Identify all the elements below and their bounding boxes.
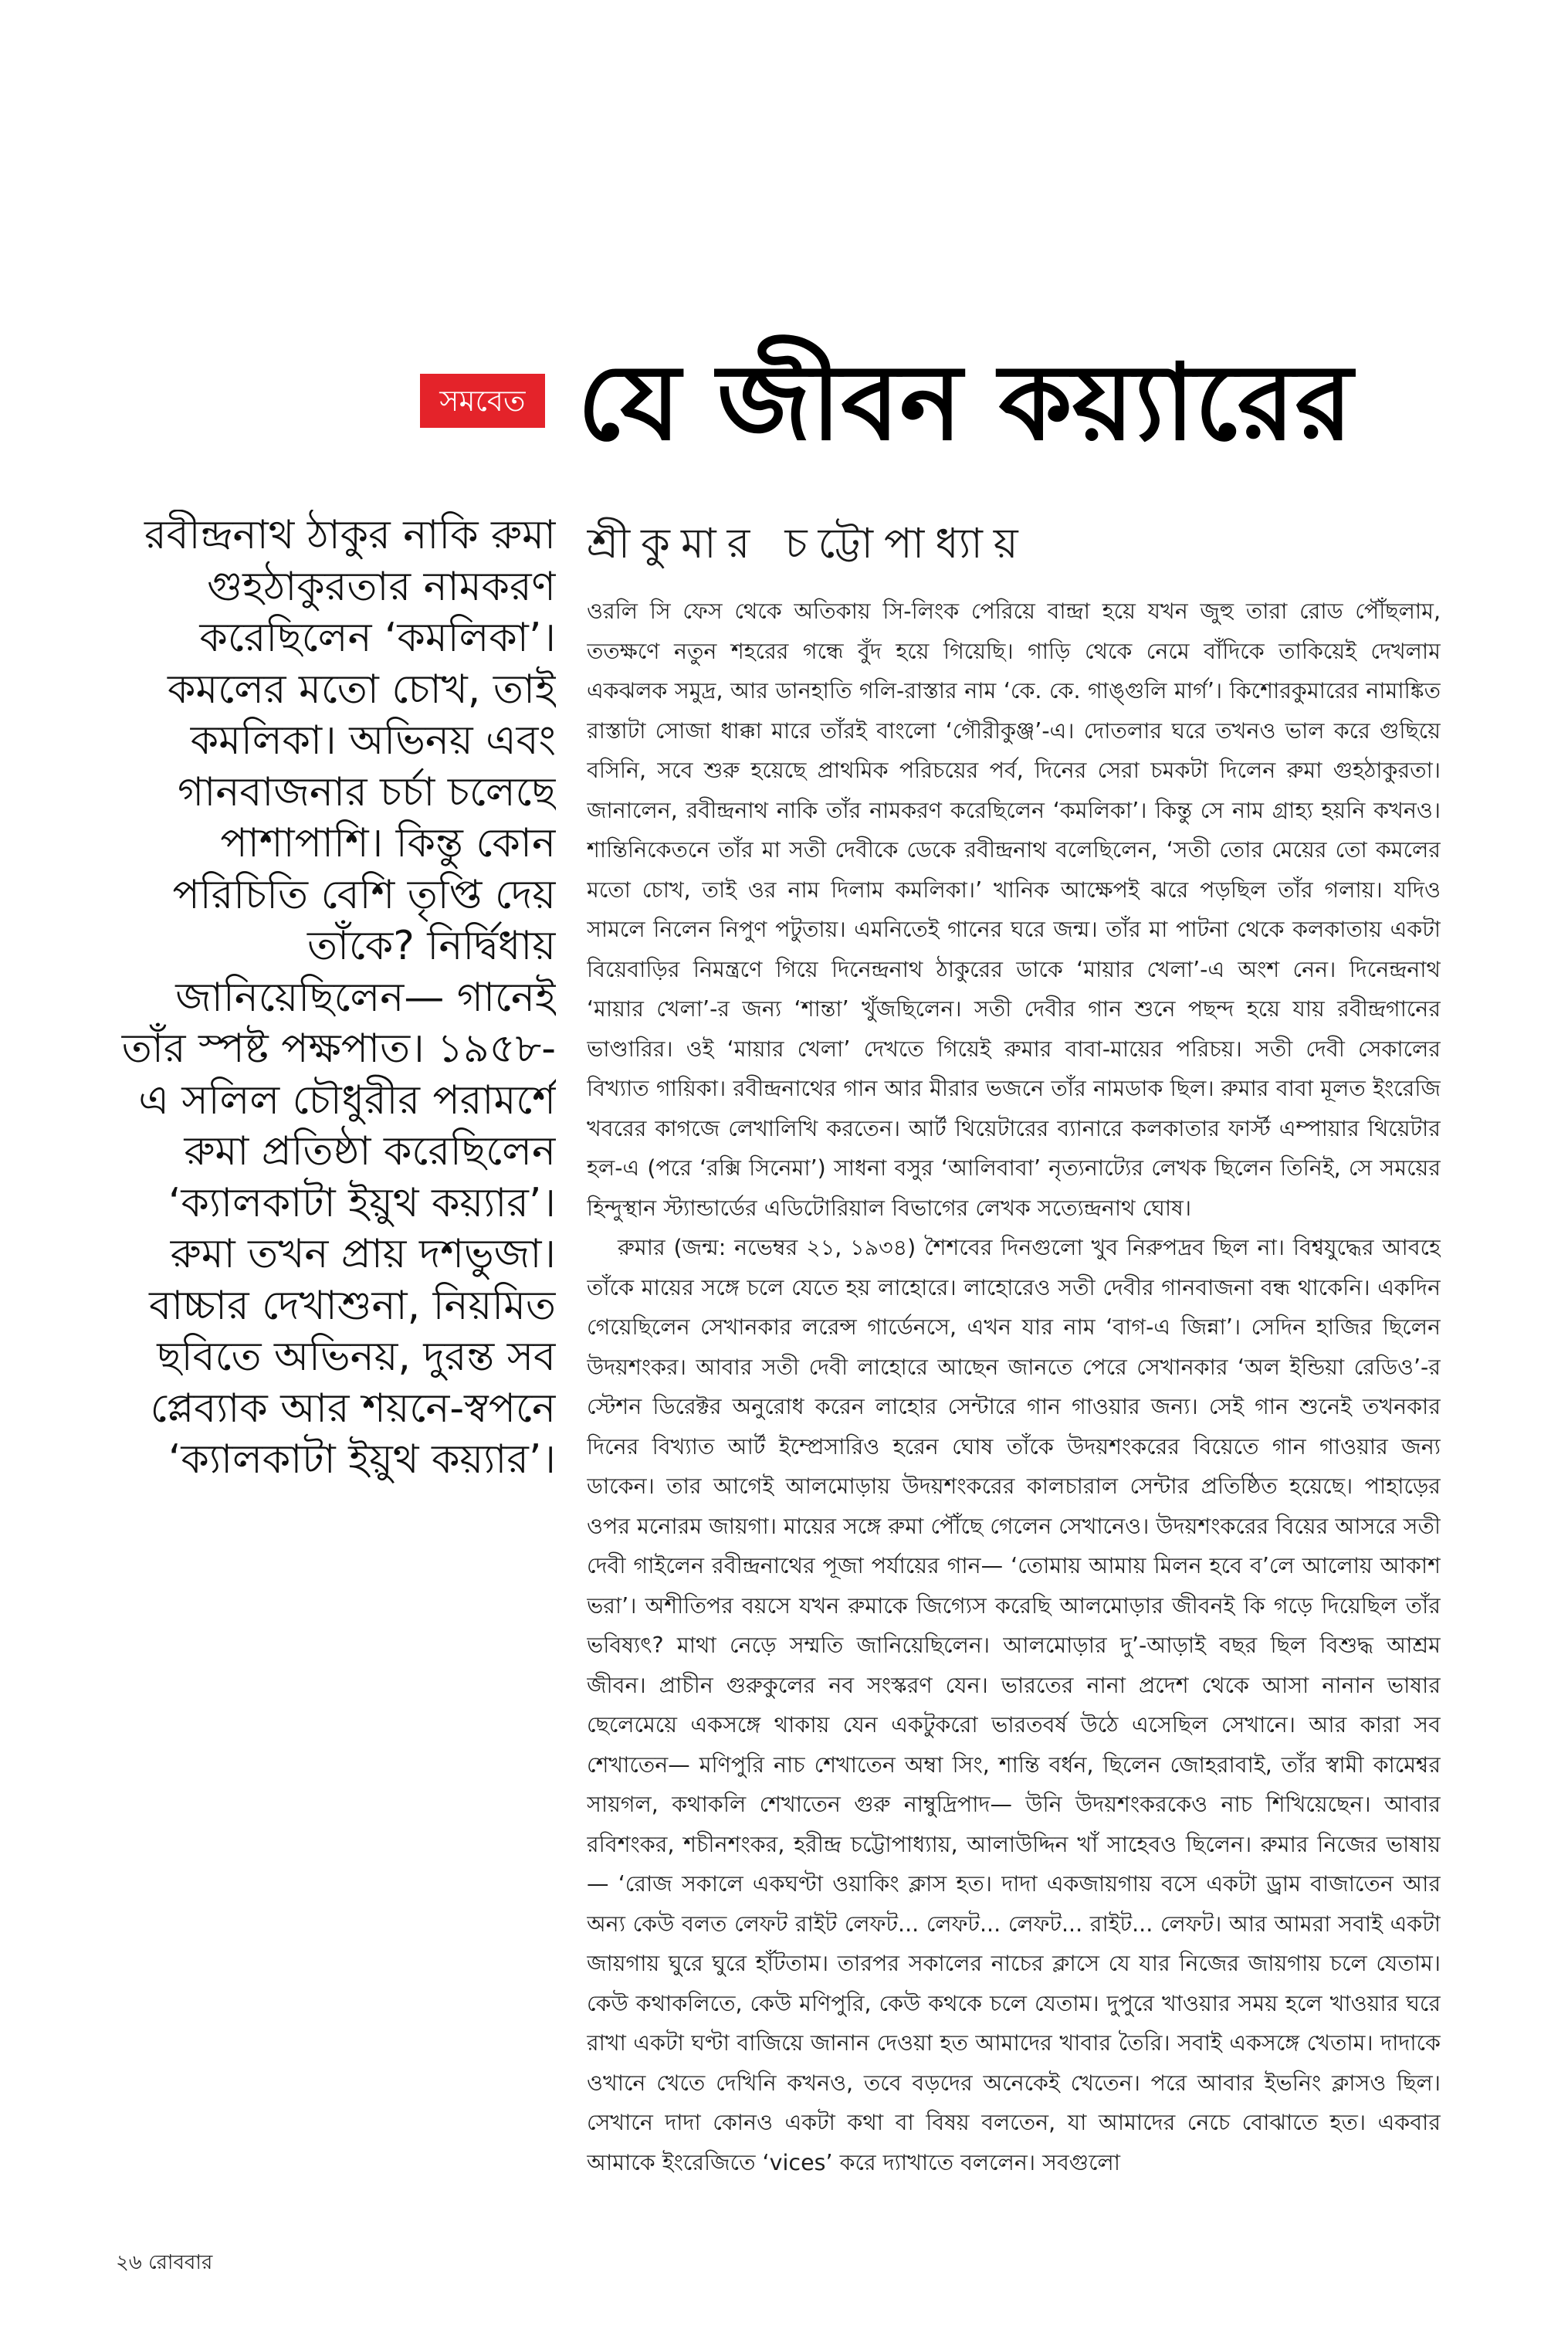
article-body <box>587 592 1441 2187</box>
pull-quote: রবীন্দ্রনাথ ঠাকুর নাকি রুমা গুহঠাকুরতার নামকরণ করেছিলেন ‘কমলিকা’। কমলের মতো চোখ, তাই কমলিকা। অভিনয় এবং গানবাজনার চর্চা চলেছে পাশাপাশি। কিন্তু কোন পরিচিতি বেশি তৃপ্তি দেয় তাঁকে? নির্দ্বিধায় জানিয়েছিলেন— গানেই তাঁর স্পষ্ট পক্ষপাত। ১৯৫৮-এ সলিল চৌধুরীর পরামর্শে রুমা প্রতিষ্ঠা করেছিলেন ‘ক্যালকাটা ইয়ুথ কয়্যার’। রুমা তখন প্রায় দশভুজা। বাচ্চার দেখাশুনা, নিয়মিত ছবিতে অভিনয়, দুরন্ত সব প্লেব্যাক আর শয়নে-স্বপনে ‘ক্যালকাটা ইয়ুথ কয়্যার’। <box>121 512 556 1483</box>
headline: যে জীবন কয়্যারের <box>577 342 1353 464</box>
body-paragraph-1: ওরলি সি ফেস থেকে অতিকায় সি-লিংক পেরিয়ে বান্দ্রা হয়ে যখন জুহু তারা রোড পৌঁছলাম, ততক্ষণে নতুন শহরের গন্ধে বুঁদ হয়ে গিয়েছি। গাড়ি থেকে নেমে বাঁদিকে তাকিয়েই দেখলাম একঝলক সমুদ্র, আর ডানহাতি গলি-রাস্তার নাম ‘কে. কে. গাঙ্গুলি মার্গ’। কিশোরকুমারের নামাঙ্কিত রাস্তাটা সোজা ধাক্কা মারে তাঁরই বাংলো ‘গৌরীকুঞ্জ’-এ। দোতলার ঘরে তখনও ভাল করে গুছিয়ে বসিনি, সবে শুরু হয়েছে প্রাথমিক পরিচয়ের পর্ব, দিনের সেরা চমকটা দিলেন রুমা গুহঠাকুরতা। জানালেন, রবীন্দ্রনাথ নাকি তাঁর নামকরণ করেছিলেন ‘কমলিকা’। কিন্তু সে নাম গ্রাহ্য হয়নি কখনও। শান্তিনিকেতনে তাঁর মা সতী দেবীকে ডেকে রবীন্দ্রনাথ বলেছিলেন, ‘সতী তোর মেয়ের তো কমলের মতো চোখ, তাই ওর নাম দিলাম কমলিকা।’ খানিক আক্ষেপই ঝরে পড়ছিল তাঁর গলায়। যদিও সামলে নিলেন নিপুণ পটুতায়। এমনিতেই গানের ঘরে জন্ম। তাঁর মা পাটনা থেকে কলকাতায় একটা বিয়েবাড়ির নিমন্ত্রণে গিয়ে দিনেন্দ্রনাথ ঠাকুরের ডাকে ‘মায়ার খেলা’-এ অংশ নেন। দিনেন্দ্রনাথ ‘মায়ার খেলা’-র জন্য ‘শান্তা’ খুঁজছিলেন। সতী দেবীর গান শুনে পছন্দ হয়ে যায় রবীন্দ্রগানের ভাণ্ডারির। ওই ‘মায়ার খেলা’ দেখতে গিয়েই রুমার বাবা-মায়ের পরিচয়। সতী দেবী সেকালের বিখ্যাত গায়িকা। রবীন্দ্রনাথের গান আর মীরার ভজনে তাঁর নামডাক ছিল। রুমার বাবা মূলত ইংরেজি খবরের কাগজে লেখালিখি করতেন। আর্ট থিয়েটারের ব্যানারে কলকাতার ফার্স্ট এম্পায়ার থিয়েটার হল-এ (পরে ‘রক্সি সিনেমা’) সাধনা বসুর ‘আলিবাবা’ নৃত্যনাট্যের লেখক ছিলেন তিনিই, সে সময়ের হিন্দুস্থান স্ট্যান্ডার্ডের এডিটোরিয়াল বিভাগের লেখক সত্যেন্দ্রনাথ ঘোষ। <box>587 598 1441 1221</box>
byline: শ্রীকুমার চট্টোপাধ্যায় <box>587 519 1029 568</box>
body-paragraph-2: রুমার (জন্ম: নভেম্বর ২১, ১৯৩৪) শৈশবের দিনগুলো খুব নিরুপদ্রব ছিল না। বিশ্বযুদ্ধের আবহে তাঁকে মায়ের সঙ্গে চলে যেতে হয় লাহোরে। লাহোরেও সতী দেবীর গানবাজনা বন্ধ থাকেনি। একদিন গেয়েছিলেন সেখানকার লরেন্স গার্ডেনসে, এখন যার নাম ‘বাগ-এ জিন্না’। সেদিন হাজির ছিলেন উদয়শংকর। আবার সতী দেবী লাহোরে আছেন জানতে পেরে সেখানকার ‘অল ইন্ডিয়া রেডিও’-র স্টেশন ডিরেক্টর অনুরোধ করেন লাহোর সেন্টারে গান গাওয়ার জন্য। সেই গান শুনেই তখনকার দিনের বিখ্যাত আর্ট ইম্প্রেসারিও হরেন ঘোষ তাঁকে উদয়শংকরের বিয়েতে গান গাওয়ার জন্য ডাকেন। তার আগেই আলমোড়ায় উদয়শংকরের কালচারাল সেন্টার প্রতিষ্ঠিত হয়েছে। পাহাড়ের ওপর মনোরম জায়গা। মায়ের সঙ্গে রুমা পৌঁছে গেলেন সেখানেও। উদয়শংকরের বিয়ের আসরে সতী দেবী গাইলেন রবীন্দ্রনাথের পূজা পর্যায়ের গান— ‘তোমায় আমায় মিলন হবে ব’লে আলোয় আকাশ ভরা’। অশীতিপর বয়সে যখন রুমাকে জিগ্যেস করেছি আলমোড়ার জীবনই কি গড়ে দিয়েছিল তাঁর ভবিষ্যৎ? মাথা নেড়ে সম্মতি জানিয়েছিলেন। আলমোড়ার দু’-আড়াই বছর ছিল বিশুদ্ধ আশ্রম জীবন। প্রাচীন গুরুকুলের নব সংস্করণ যেন। ভারতের নানা প্রদেশ থেকে আসা নানান ভাষার ছেলেমেয়ে একসঙ্গে থাকায় যেন একটুকরো ভারতবর্ষ উঠে এসেছিল সেখানে। আর কারা সব শেখাতেন— মণিপুরি নাচ শেখাতেন অম্বা সিং, শান্তি বর্ধন, ছিলেন জোহরাবাই, তাঁর স্বামী কামেশ্বর সায়গল, কথাকলি শেখাতেন গুরু নাম্বুদ্রিপাদ— উনি উদয়শংকরকেও নাচ শিখিয়েছেন। আবার রবিশংকর, শচীনশংকর, হরীন্দ্র চট্টোপাধ্যায়, আলাউদ্দিন খাঁ সাহেবও ছিলেন। রুমার নিজের ভাষায়— ‘রোজ সকালে একঘণ্টা ওয়াকিং ক্লাস হত। দাদা একজায়গায় বসে একটা ড্রাম বাজাতেন আর অন্য কেউ বলত লেফট রাইট লেফট... লেফট... লেফট... রাইট... লেফট। আর আমরা সবাই একটা জায়গায় ঘুরে ঘুরে হাঁটতাম। তারপর সকালের নাচের ক্লাসে যে যার নিজের জায়গায় চলে যেতাম। কেউ কথাকলিতে, কেউ মণিপুরি, কেউ কথকে চলে যেতাম। দুপুরে খাওয়ার সময় হলে খাওয়ার ঘরে রাখা একটা ঘণ্টা বাজিয়ে জানান দেওয়া হত আমাদের খাবার তৈরি। সবাই একসঙ্গে খেতাম। দাদাকে ওখানে খেতে দেখিনি কখনও, তবে বড়দের অনেকেই খেতেন। পরে আবার ইভনিং ক্লাসও ছিল। সেখানে দাদা কোনও একটা কথা বা বিষয় বলতেন, যা আমাদের নেচে বোঝাতে হত। একবার আমাকে ইংরেজিতে ‘vices’ করে দ্যাখাতে বললেন। সবগুলো <box>587 1235 1441 2175</box>
section-tag: সমবেত <box>420 374 545 428</box>
page-folio: ২৬ রোববার <box>116 2251 213 2274</box>
